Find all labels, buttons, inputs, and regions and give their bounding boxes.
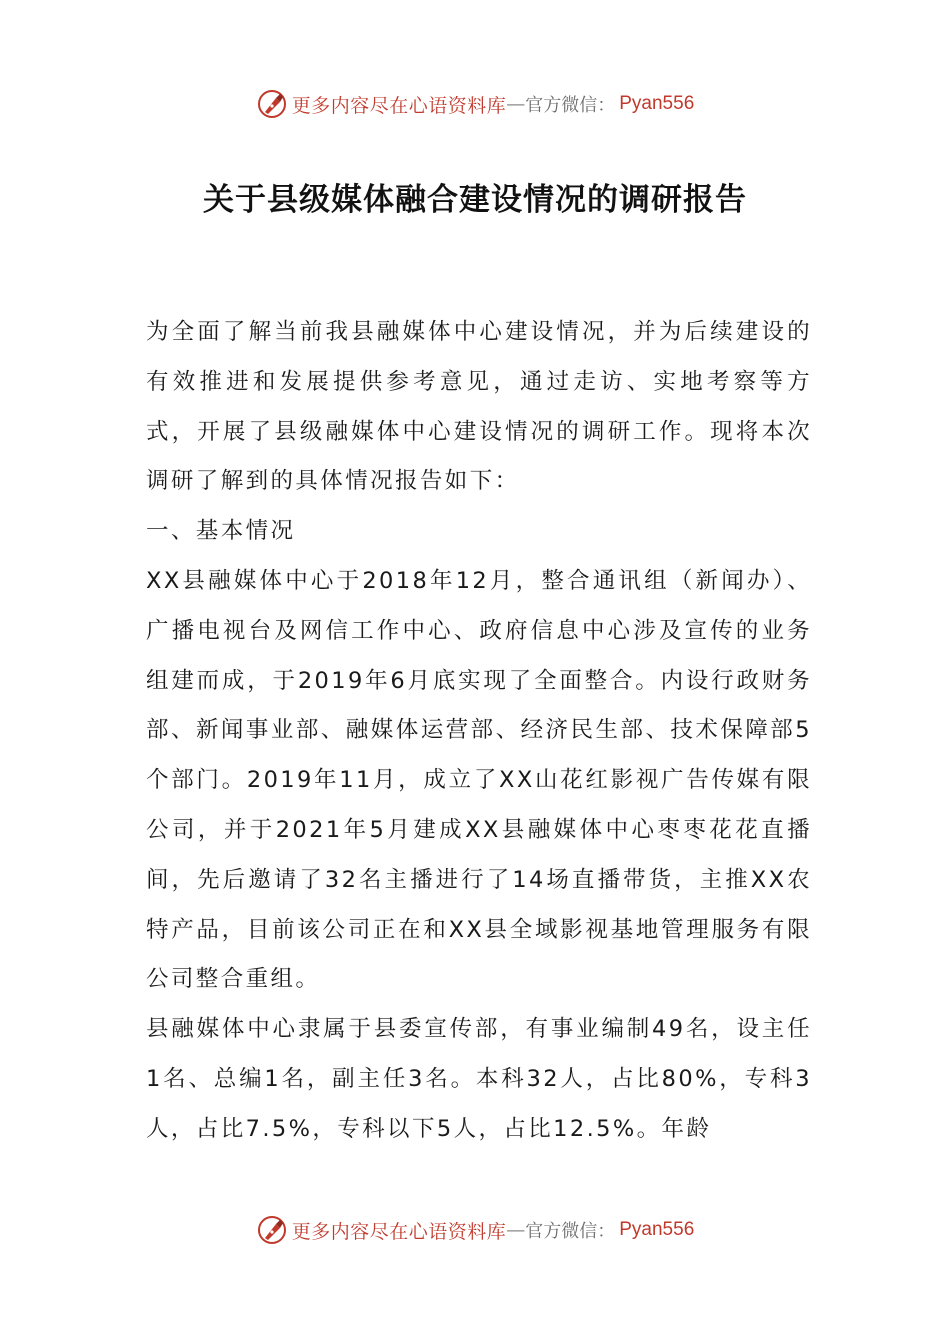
pen-nib-logo-icon [256, 1214, 288, 1246]
banner-brand-text: 更多内容尽在心语资料库 [291, 94, 507, 117]
banner-wechat-id: Pyan556 [619, 1219, 695, 1240]
paragraph-intro: 为全面了解当前我县融媒体中心建设情况，并为后续建设的有效推进和发展提供参考意见，通过走访、实地考察等方式，开展了县级融媒体中心建设情况的调研工作。现将本次调研了解到的具体情况报告如下： [146, 319, 812, 495]
header-banner [0, 84, 950, 124]
section-heading-basic-situation: 一、基本情况 [146, 518, 296, 545]
banner-separator: — [506, 93, 526, 115]
pen-nib-logo-icon [256, 88, 288, 120]
banner-separator: — [506, 1219, 526, 1241]
document-title: 关于县级媒体融合建设情况的调研报告 [203, 182, 747, 218]
banner-wechat-label: 官方微信： [525, 1221, 616, 1242]
footer-banner [0, 1210, 950, 1250]
banner-brand-text: 更多内容尽在心语资料库 [291, 1220, 507, 1243]
document-body [146, 308, 812, 1155]
paragraph-center-overview: XX县融媒体中心于2018年12月，整合通讯组（新闻办）、广播电视台及网信工作中心、政府信息中心涉及宣传的业务组建而成，于2019年6月底实现了全面整合。内设行政财务部、新闻事业部、融媒体运营部、经济民生部、技术保障部5个部门。2019年11月，成立了XX山花红影视广告传媒有限公司，并于2021年5月建成XX县融媒体中心枣枣花花直播间，先后邀请了32名主播进行了14场直播带货，主推XX农特产品，目前该公司正在和XX县全域影视基地管理服务有限公司整合重组。 [146, 567, 812, 993]
banner-wechat-label: 官方微信： [525, 95, 616, 116]
paragraph-staffing: 县融媒体中心隶属于县委宣传部，有事业编制49名，设主任1名、总编1名，副主任3名。本科32人，占比80%，专科3人，占比7.5%，专科以下5人，占比12.5%。年龄 [146, 1016, 812, 1142]
banner-wechat-id: Pyan556 [619, 93, 695, 114]
